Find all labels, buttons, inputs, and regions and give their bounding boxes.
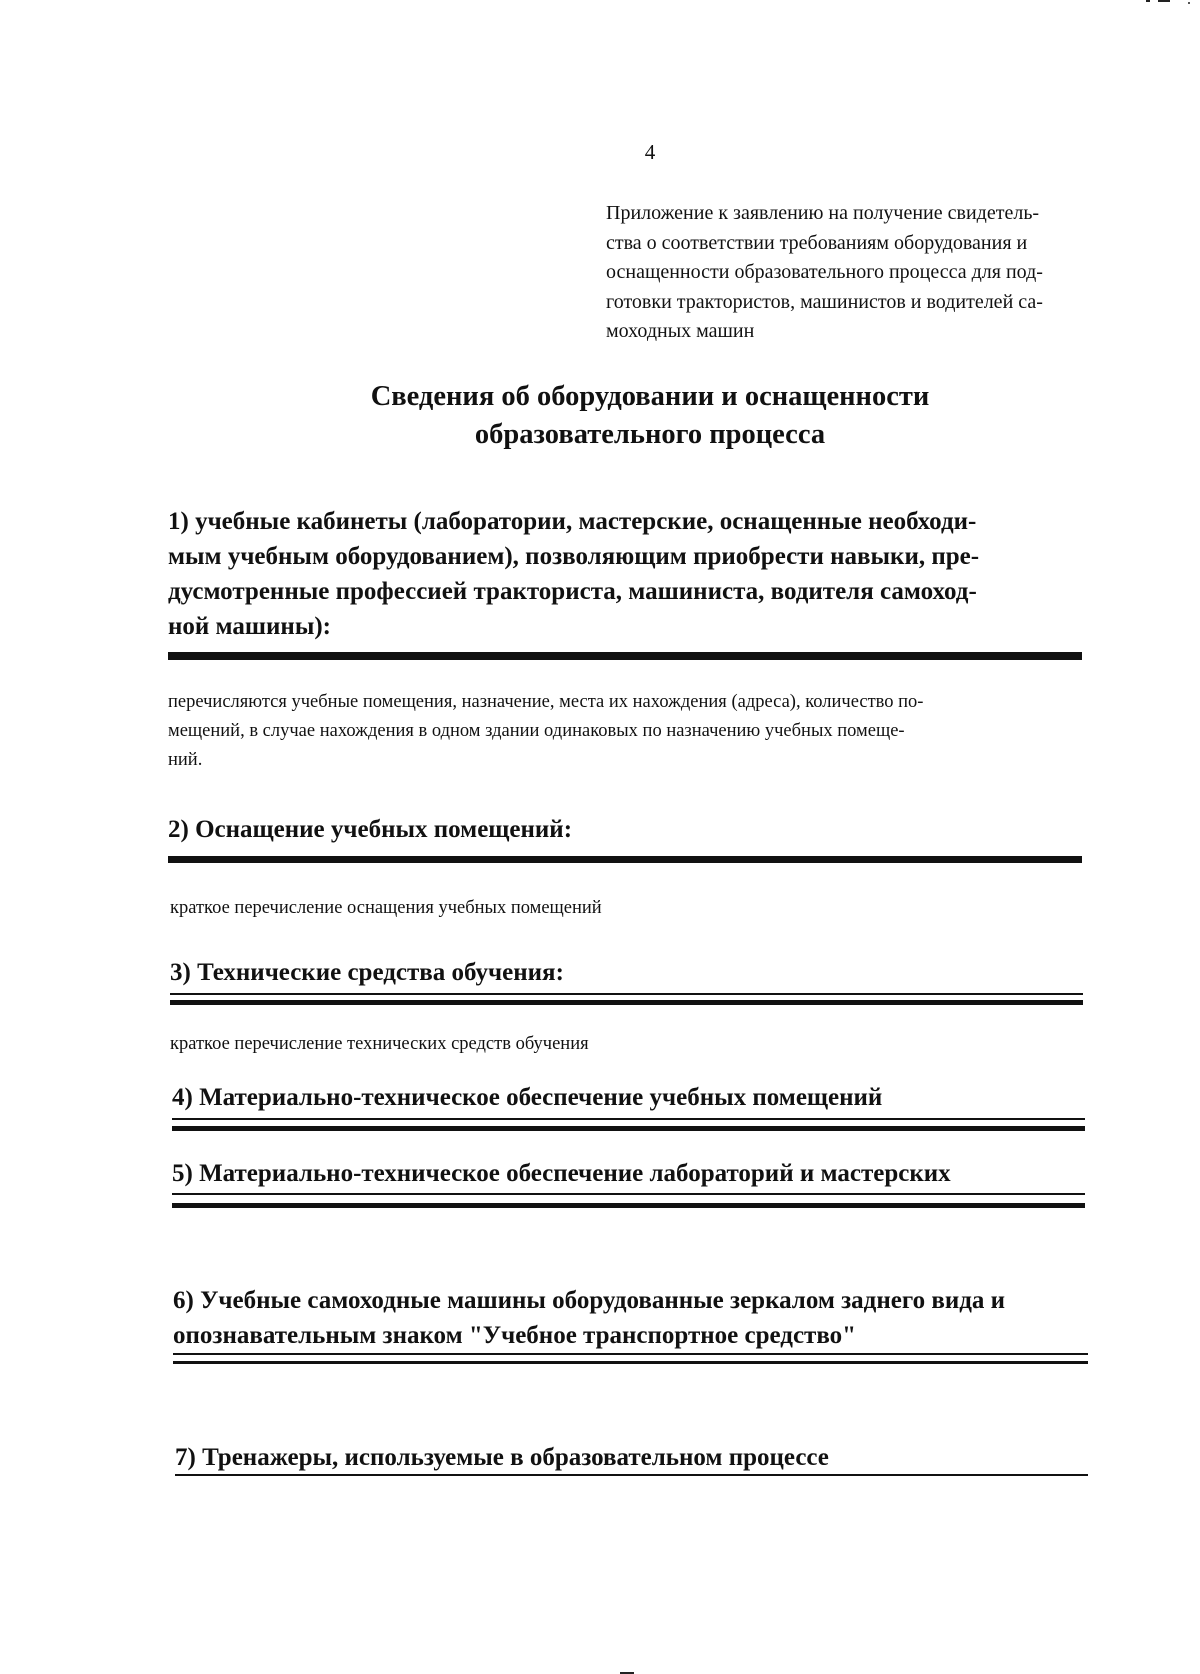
section-heading-line: ной машины): [168,613,332,640]
section-6-heading [173,1283,1113,1353]
section-heading-line: дусмотренные профессией тракториста, машиниста, водителя самоход- [168,578,977,605]
annex-note-line: Приложение к заявлению на получение свидетель- [606,202,1040,224]
annex-note-line: ства о соответствии требованиям оборудования и [606,231,1028,254]
section-1-rule [168,652,1082,660]
section-4-thin-rule [172,1118,1085,1120]
section-6-thin-rule [173,1353,1088,1355]
section-3-thin-rule [170,993,1083,995]
section-note-line: ний. [168,750,203,770]
section-note-line: мещений, в случае нахождения в одном здании одинаковых по назначению учебных помеще- [168,721,905,741]
document-title-line: Сведения об оборудовании и оснащенности [370,381,930,412]
section-1-note [168,688,923,775]
section-2-heading [168,812,572,847]
annex-note [606,199,1126,347]
section-3-thick-rule [170,1000,1083,1005]
section-note-line: краткое перечисление технических средств обучения [170,1034,589,1054]
section-heading-line: 6) Учебные самоходные машины оборудованные зеркалом заднего вида и [173,1287,1006,1314]
section-3-note [170,1030,589,1059]
section-5-thin-rule [172,1193,1085,1195]
annex-note-line: готовки трактористов, машинистов и водителей са- [606,290,1043,313]
section-7-rule [175,1474,1088,1476]
section-1-heading [168,504,1088,644]
document-title-line: образовательного процесса [474,419,826,450]
section-4-heading [172,1080,882,1115]
section-heading-line: 4) Материально-техническое обеспечение учебных помещений [172,1084,883,1111]
section-heading-line: опознавательным знаком "Учебное транспортное средство" [173,1322,857,1349]
section-5-thick-rule [172,1203,1085,1208]
section-heading-line: 5) Материально-техническое обеспечение лабораторий и мастерских [172,1160,951,1187]
section-2-rule [168,856,1082,863]
section-note-line: краткое перечисление оснащения учебных помещений [170,898,602,918]
page-number: 4 [644,140,656,164]
section-6-medium-rule [173,1361,1088,1364]
section-2-note [170,894,602,923]
section-heading-line: 7) Тренажеры, используемые в образовательном процессе [175,1444,829,1471]
section-heading-line: 3) Технические средства обучения: [170,959,564,986]
section-3-heading [170,955,564,990]
section-note-line: перечисляются учебные помещения, назначение, места их нахождения (адреса), количество по- [168,692,924,712]
section-5-heading [172,1156,951,1191]
section-heading-line: мым учебным оборудованием), позволяющим приобрести навыки, пре- [168,543,980,570]
section-4-thick-rule [172,1126,1085,1131]
annex-note-line: моходных машин [606,320,755,342]
section-7-heading [175,1440,829,1475]
section-heading-line: 2) Оснащение учебных помещений: [168,816,573,843]
document-title [200,378,1100,454]
section-heading-line: 1) учебные кабинеты (лаборатории, мастерские, оснащенные необходи- [168,508,977,535]
annex-note-line: оснащенности образовательного процесса для под- [606,261,1043,283]
